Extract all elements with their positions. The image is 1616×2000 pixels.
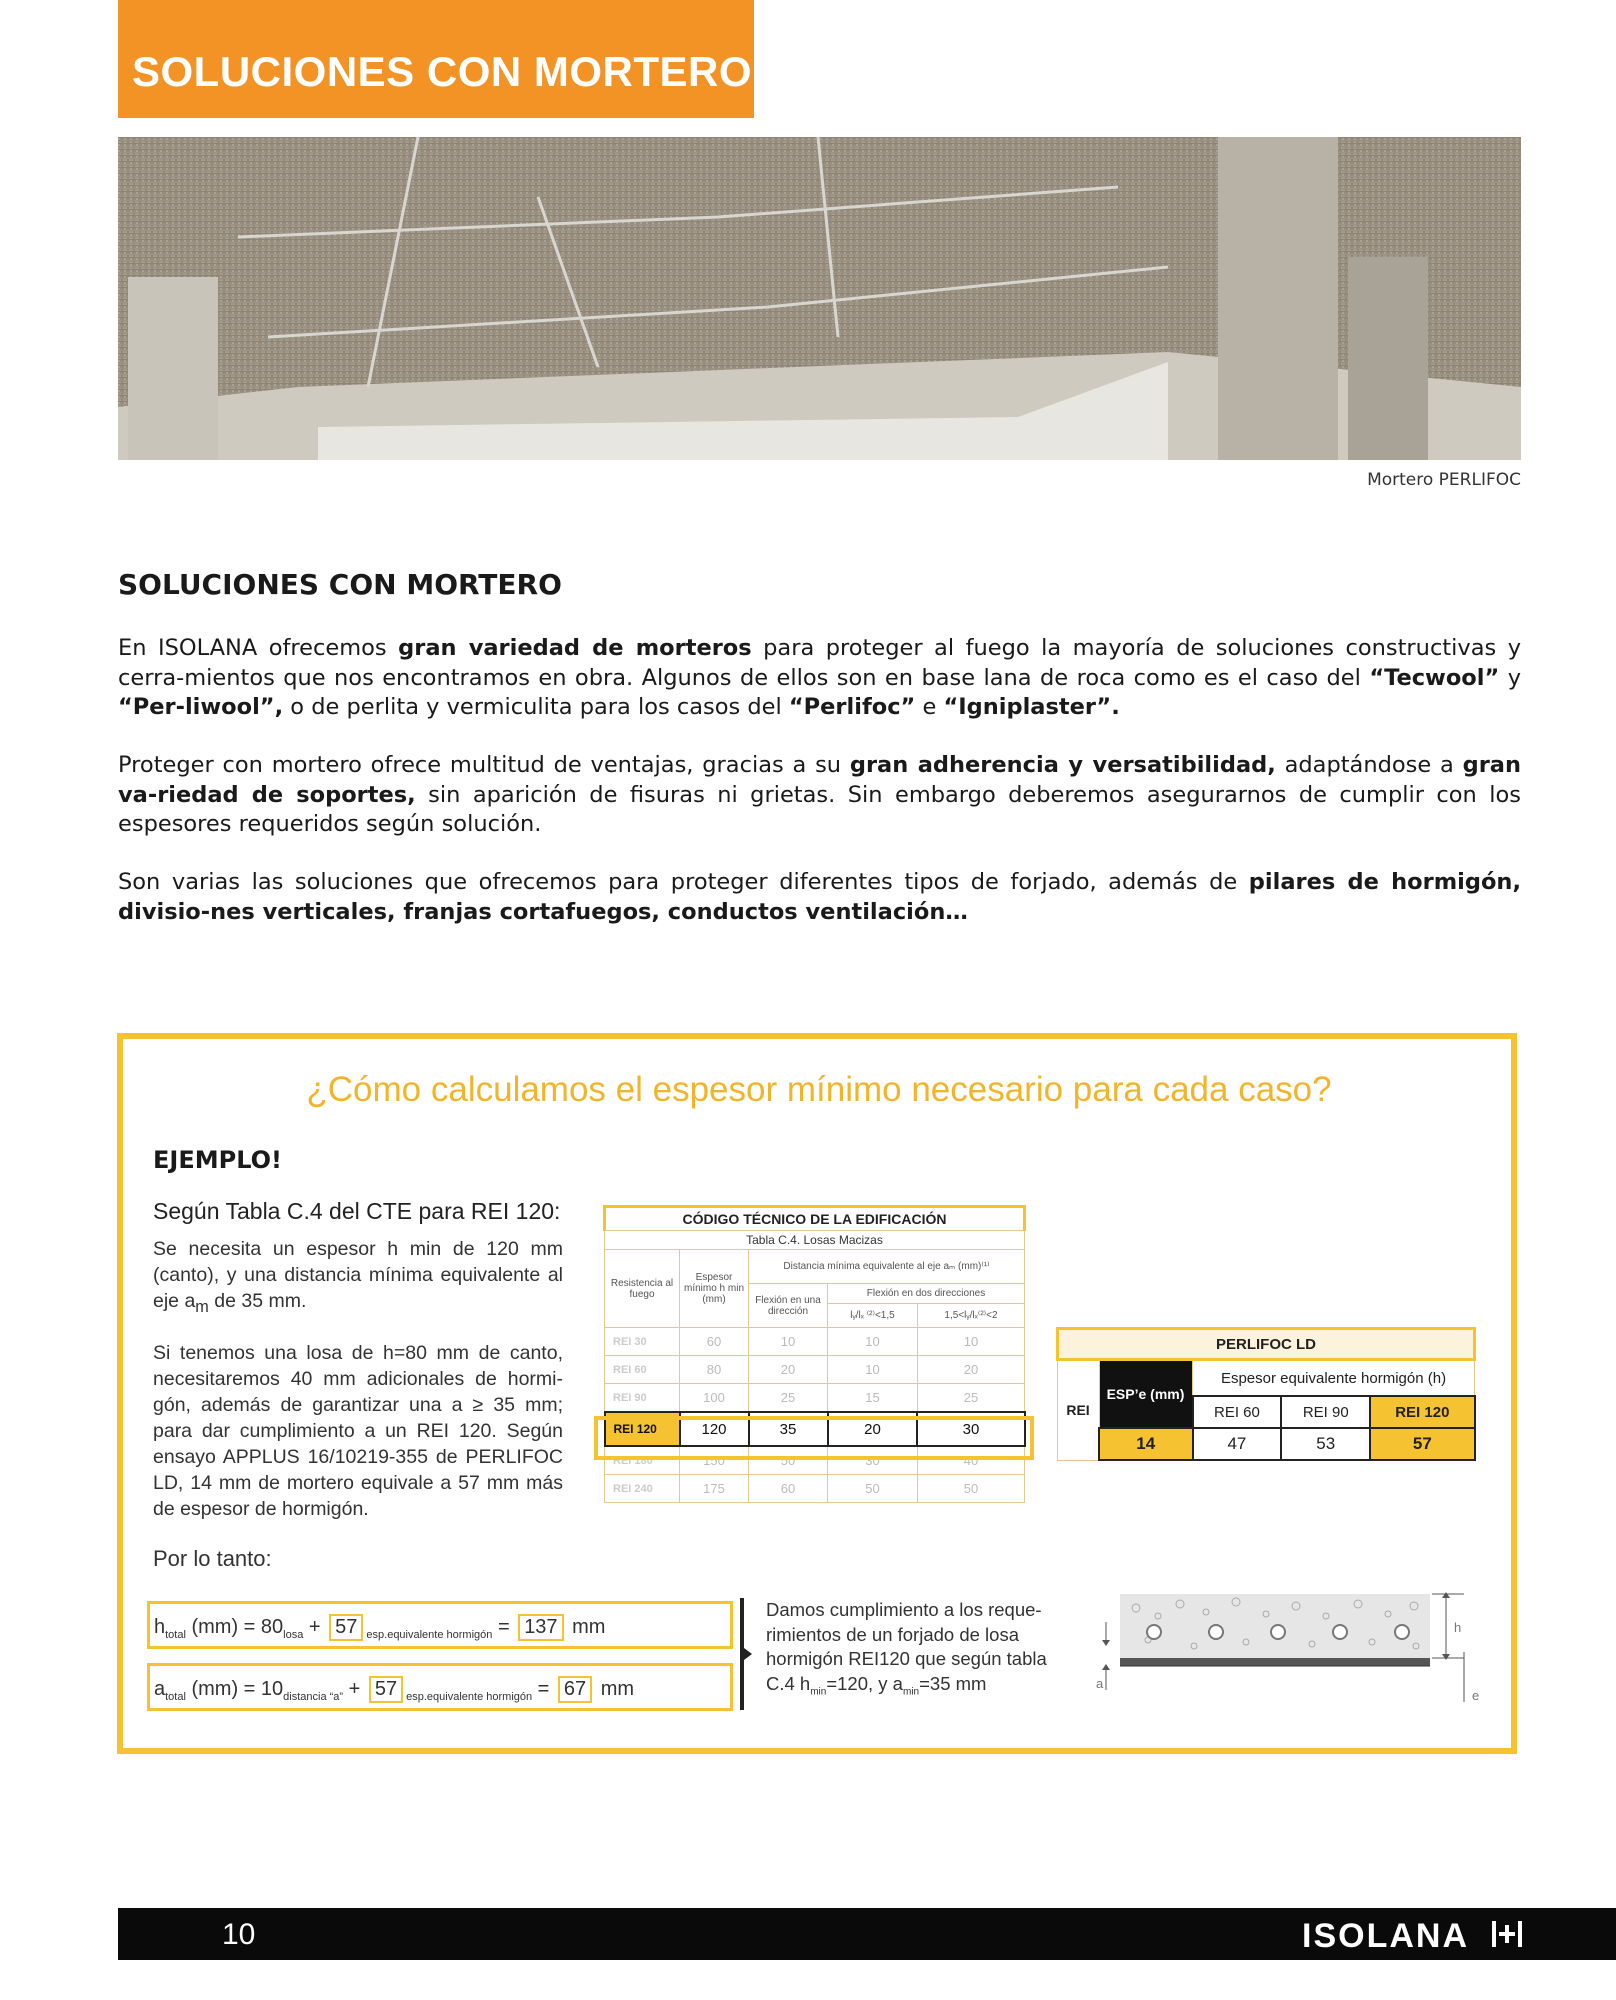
formula-a-total: $a_{total}$ $(mm) = 10_{distancia “a”} + 57$ $_{esp.equivalente hormigón}$ = 67 mm [147,1663,733,1711]
cte-row-label: REI 60 [605,1356,680,1384]
cte-cell: 10 [828,1328,918,1356]
section-heading: SOLUCIONES CON MORTERO [118,568,562,601]
requirement-text: Se necesita un espesor h min de 120 mm (canto), y una distancia mínima equivalente al eje $a_m$ de 35 mm. [153,1238,563,1316]
perlifoc-value: 57 [1370,1428,1474,1460]
cte-table-row [605,1328,1025,1356]
example-label: EJEMPLO! [153,1146,282,1174]
perlifoc-value: 47 [1193,1428,1282,1460]
cte-cell: 10 [828,1356,918,1384]
cte-cell: 60 [680,1328,749,1356]
isolana-logo [1300,1913,1530,1955]
cte-cell: 150 [680,1446,749,1475]
bold-text: gran variedad de morteros [398,635,752,661]
cte-table-row [605,1475,1025,1503]
example-box-title: ¿Cómo calculamos el espesor mínimo necesario para cada caso? [306,1070,1332,1109]
cte-row-label: REI 120 [605,1412,680,1446]
cte-col-distancia: Distancia mínima equivalente al eje aₘ (mm)⁽¹⁾ [749,1250,1025,1284]
bold-text: gran va-riedad de soportes, [118,752,1521,808]
page-title: SOLUCIONES CON MORTERO [132,48,753,95]
bold-text: “Perlifoc” [788,694,916,720]
slab-diagram [1096,1572,1486,1712]
arrow-icon [744,1648,752,1660]
cte-cell: 30 [828,1446,918,1475]
compliance-text: Damos cumplimiento a los reque-rimientos de un forjado de losa hormigón REI120 que según tabla C.4 $h_{min}=120$, y $a_{min}=35$ mm [766,1599,1047,1698]
ceiling-photo [118,137,1521,460]
bold-text: pilares de hormigón, divisio-nes verticales, franjas cortafuegos, conductos ventilación… [118,869,1521,925]
text-run: Proteger con mortero ofrece multitud de ventajas, gracias a su [118,752,850,778]
perlifoc-rei-label: REI [1058,1360,1100,1461]
perlifoc-col: REI 120 [1370,1396,1474,1428]
cte-cell: 20 [749,1356,828,1384]
cte-cell: 25 [917,1384,1024,1413]
cte-table [603,1205,1026,1510]
bold-text: “Tecwool” [1369,664,1500,691]
text-run: y [1499,664,1522,691]
therefore-label: Por lo tanto: [153,1546,272,1571]
cte-row-label: REI 180 [605,1446,680,1475]
calculation-text: Si tenemos una losa de h=80 mm de canto, necesitaremos 40 mm adicionales de hormi-gón, además de garantizar una a ≥ 35 mm; para dar cumplimiento a un REI 120. Según ensayo APPLUS 16/10219-355 de PERLIFOC LD, 14 mm de mortero equivale a 57 mm más de espesor de hormigón. [153,1342,563,1520]
perlifoc-value: 53 [1281,1428,1370,1460]
logo-text: ISOLANA [1302,1917,1469,1955]
perlifoc-esp-label: ESP’e (mm) [1099,1360,1193,1429]
cte-row-label: REI 30 [605,1328,680,1356]
cte-col-flexion-dos: Flexión en dos direcciones [828,1284,1025,1304]
text-run: e [915,694,944,720]
cte-col-resistencia: Resistencia al fuego [605,1250,680,1328]
cte-cell: 40 [917,1446,1024,1475]
cte-table-row [605,1384,1025,1413]
cte-cell: 80 [680,1356,749,1384]
cte-cell: 25 [749,1384,828,1413]
perlifoc-table [1056,1327,1476,1461]
cte-cell: 50 [917,1475,1024,1503]
cte-cell: 10 [917,1328,1024,1356]
bold-text: gran adherencia y versatibilidad, [849,752,1276,778]
perlifoc-col: REI 90 [1281,1396,1370,1428]
text-run: o de perlita y vermiculita para los casos del [283,694,789,720]
formula-h-total: $h_{total}$ $(mm) = 80_{losa} + 57$ $_{esp.equivalente hormigón}$ = 137 mm [147,1601,733,1649]
cte-cell: 50 [828,1475,918,1503]
cte-col-sub2: 1,5<lᵧ/lₓ⁽²⁾<2 [917,1304,1024,1328]
perlifoc-eq-label: Espesor equivalente hormigón (h) [1193,1360,1475,1397]
advantages-paragraph [118,751,1521,840]
diagram-label-e: e [1472,1688,1480,1703]
cte-table-title: CÓDIGO TÉCNICO DE LA EDIFICACIÓN [605,1207,1025,1231]
photo-caption: Mortero PERLIFOC [1367,470,1521,490]
table-reference: Según Tabla C.4 del CTE para REI 120: [153,1198,561,1224]
cte-cell: 50 [749,1446,828,1475]
cte-cell: 100 [680,1384,749,1413]
diagram-label-a: a [1096,1676,1104,1691]
cte-row-label: REI 90 [605,1384,680,1413]
formula-value: 57 [329,1614,363,1641]
text-run: Son varias las soluciones que ofrecemos para proteger diferentes tipos de forjado, además de [118,869,1249,895]
perlifoc-table-title: PERLIFOC LD [1058,1329,1475,1360]
text-run: adaptándose a [1275,752,1463,778]
formula-value: 57 [369,1676,403,1703]
cte-cell: 120 [680,1412,749,1446]
cte-cell: 20 [917,1356,1024,1384]
cte-cell: 175 [680,1475,749,1503]
cte-table-subtitle: Tabla C.4. Losas Macizas [605,1231,1025,1250]
formula-result: 137 [518,1614,563,1641]
bold-text: “Per-liwool”, [118,694,284,720]
text-run: para proteger al fuego la mayoría de soluciones constructivas y cerra-mientos que nos encontramos en obra. Algunos de ellos son en base lana de roca como es el caso del [118,635,1522,691]
cte-col-espesor: Espesor mínimo h min (mm) [680,1250,749,1328]
perlifoc-esp-value: 14 [1099,1428,1193,1460]
diagram-label-h: h [1454,1620,1462,1635]
cte-col-flexion-una: Flexión en una dirección [749,1284,828,1328]
page-number: 10 [222,1918,256,1951]
cte-cell: 10 [749,1328,828,1356]
cte-cell: 15 [828,1384,918,1413]
cte-col-sub1: lᵧ/lₓ ⁽²⁾<1,5 [828,1304,918,1328]
highlight-frame [594,1416,1034,1460]
bold-text: “Igniplaster”. [943,694,1120,720]
formula-result: 67 [558,1676,592,1703]
text-run: En ISOLANA ofrecemos [118,635,399,661]
text-run: sin aparición de fisuras ni grietas. Sin embargo deberemos asegurarnos de cumplir con los espesores requeridos según solución. [118,781,1521,837]
intro-paragraph [118,634,1521,723]
cte-cell: 20 [828,1412,918,1446]
cte-cell: 30 [917,1412,1024,1446]
cte-table-row [605,1356,1025,1384]
cte-cell: 60 [749,1475,828,1503]
solutions-paragraph [118,868,1521,927]
cte-cell: 35 [749,1412,828,1446]
perlifoc-col: REI 60 [1193,1396,1282,1428]
cte-row-label: REI 240 [605,1475,680,1503]
